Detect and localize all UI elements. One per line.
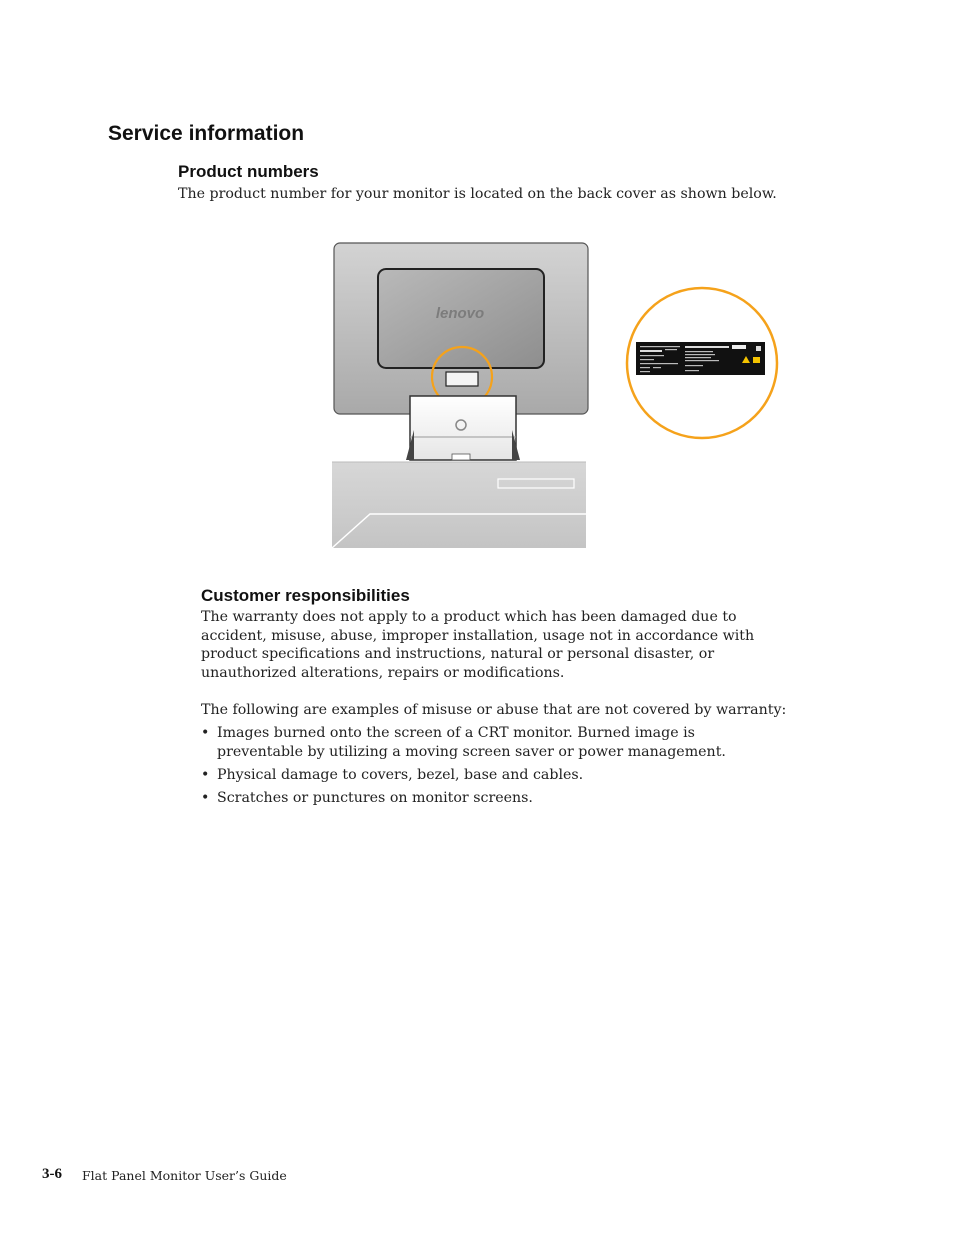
customer-responsibilities-heading: Customer responsibilities bbox=[201, 586, 410, 605]
warranty-paragraph: The warranty does not apply to a product which has been damaged due to accident, misuse, abuse, improper installation, usage not in accordance with product specifications and instructions, natural or personal disaster, or unauthorized alterations, repairs or modifications. bbox=[201, 609, 755, 682]
list-item-text: Images burned onto the screen of a CRT monitor. Burned image is preventable by utilizing a moving screen saver or power management. bbox=[217, 725, 726, 760]
list-item-text: Scratches or punctures on monitor screens. bbox=[217, 790, 533, 807]
bullet-icon: • bbox=[201, 725, 210, 741]
lenovo-logo: lenovo bbox=[435, 305, 485, 322]
monitor-stand bbox=[406, 396, 520, 460]
product-label-location bbox=[446, 372, 478, 386]
monitor-base bbox=[332, 462, 586, 548]
section-title: Service information bbox=[108, 122, 305, 145]
misuse-examples-list bbox=[201, 724, 781, 812]
document-title: Flat Panel Monitor User’s Guide bbox=[82, 1168, 287, 1183]
bullet-icon: • bbox=[201, 766, 210, 783]
list-item bbox=[201, 724, 781, 761]
list-item bbox=[201, 789, 781, 808]
examples-intro: The following are examples of misuse or abuse that are not covered by warranty: bbox=[201, 702, 787, 718]
product-numbers-intro: The product number for your monitor is located on the back cover as shown below. bbox=[178, 186, 777, 202]
bullet-icon: • bbox=[201, 790, 210, 807]
label-callout bbox=[627, 288, 777, 438]
monitor-rear-shell bbox=[334, 243, 588, 414]
product-numbers-heading: Product numbers bbox=[178, 162, 319, 181]
page-number: 3-6 bbox=[42, 1166, 62, 1182]
monitor-back-figure bbox=[320, 230, 790, 560]
list-item-text: Physical damage to covers, bezel, base and cables. bbox=[217, 766, 584, 783]
list-item bbox=[201, 766, 781, 785]
